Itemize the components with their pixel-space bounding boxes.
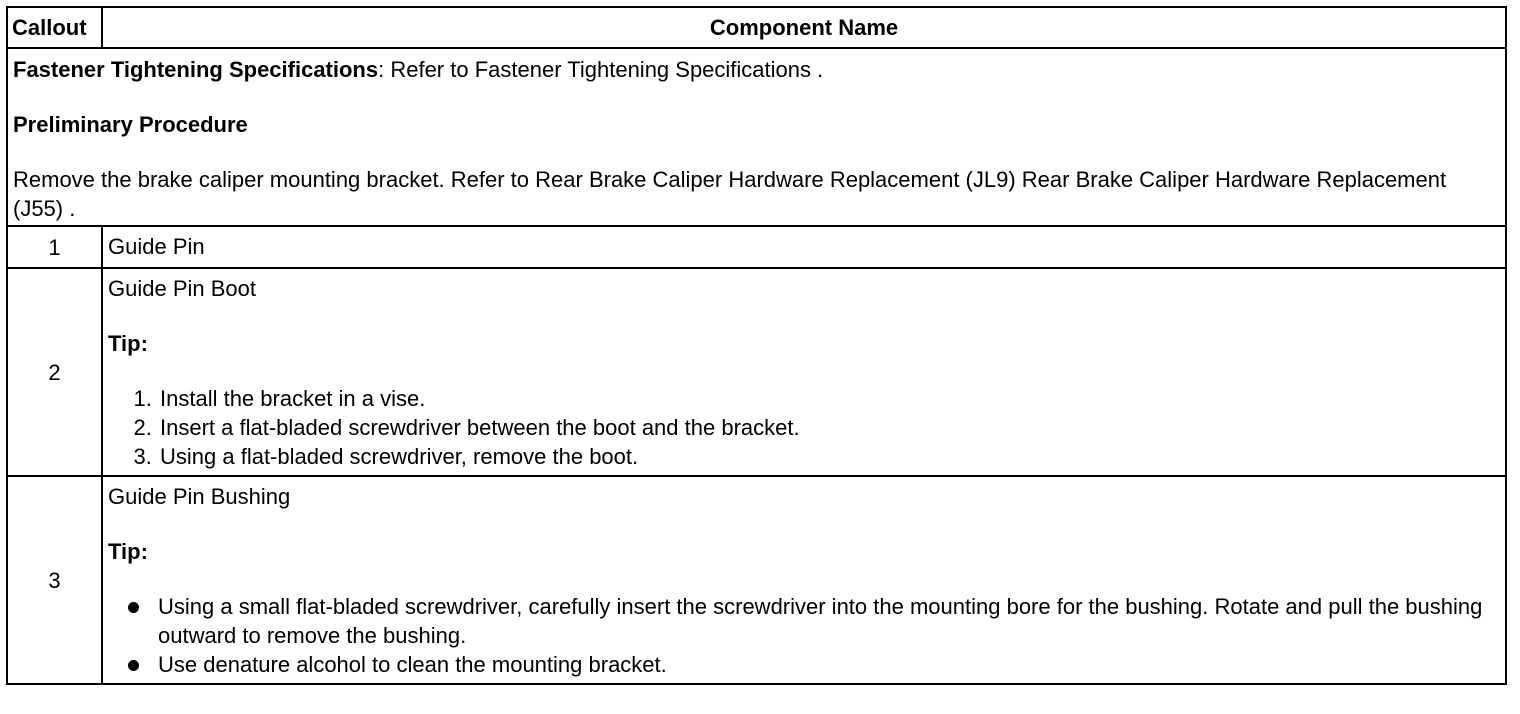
tip-label: Tip: xyxy=(108,539,148,564)
fastener-spec-line xyxy=(13,55,1499,84)
info-cell xyxy=(7,48,1506,226)
bullet-text: Using a small flat-bladed screwdriver, carefully insert the screwdriver into the mounting bore for the bushing. Rotate and pull the bushing outward to remove the bushing. xyxy=(158,594,1483,648)
component-cell xyxy=(102,476,1506,684)
fastener-spec-label: Fastener Tightening Specifications xyxy=(13,57,379,82)
callout-number: 1 xyxy=(7,226,102,268)
component-cell xyxy=(102,226,1506,268)
component-name: Guide Pin Boot xyxy=(108,276,256,301)
step-list xyxy=(108,384,1499,471)
component-name: Guide Pin xyxy=(108,234,205,259)
component-cell xyxy=(102,268,1506,476)
bullet-item xyxy=(108,592,1499,650)
preliminary-procedure-heading: Preliminary Procedure xyxy=(13,112,248,137)
preliminary-procedure-text: Remove the brake caliper mounting bracket. Refer to Rear Brake Caliper Hardware Replacement (JL9) Rear Brake Caliper Hardware Replacement (J55) . xyxy=(13,167,1447,221)
bullet-dot-icon xyxy=(128,602,139,613)
component-table xyxy=(6,6,1507,685)
step-item: 3. Using a flat-bladed screwdriver, remove the boot. xyxy=(158,442,1499,471)
step-item: 1. Install the bracket in a vise. xyxy=(158,384,1499,413)
tip-label: Tip: xyxy=(108,331,148,356)
fastener-spec-text: : Refer to Fastener Tightening Specifications . xyxy=(378,57,824,82)
bullet-dot-icon xyxy=(128,660,139,671)
table-row xyxy=(7,226,1506,268)
table-header-row xyxy=(7,7,1506,48)
table-row xyxy=(7,268,1506,476)
info-row xyxy=(7,48,1506,226)
bullet-list xyxy=(108,592,1499,679)
step-item: 2. Insert a flat-bladed screwdriver between the boot and the bracket. xyxy=(158,413,1499,442)
bullet-text: Use denature alcohol to clean the mounting bracket. xyxy=(158,652,667,677)
bullet-item xyxy=(108,650,1499,679)
callout-column-header: Callout xyxy=(7,7,102,48)
callout-number: 2 xyxy=(7,268,102,476)
callout-number: 3 xyxy=(7,476,102,684)
component-name-column-header: Component Name xyxy=(102,7,1506,48)
table-row xyxy=(7,476,1506,684)
component-name: Guide Pin Bushing xyxy=(108,484,291,509)
